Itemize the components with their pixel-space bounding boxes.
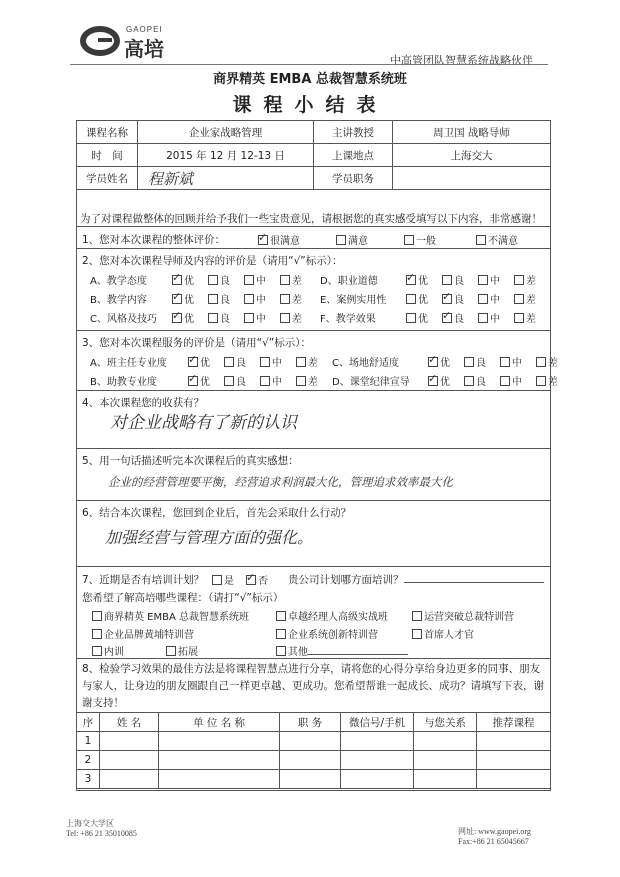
checkbox-icon bbox=[514, 294, 524, 304]
grade-label: 良 bbox=[454, 276, 464, 287]
referral-cell[interactable] bbox=[341, 732, 414, 751]
referral-cell[interactable] bbox=[341, 751, 414, 770]
course-option[interactable] bbox=[86, 608, 249, 623]
q2-grade-option[interactable] bbox=[238, 314, 266, 325]
divider bbox=[76, 658, 551, 659]
grade-label: 中 bbox=[256, 314, 266, 325]
q2-item-label: F、教学效果 bbox=[320, 314, 376, 325]
logo-icon bbox=[80, 26, 120, 56]
tagline: 中高管团队智慧系统战略伙伴 bbox=[390, 54, 533, 67]
checkbox-checked-icon bbox=[258, 235, 268, 245]
checkbox-icon bbox=[406, 294, 416, 304]
q3-label: 3、您对本次课程服务的评价是（请用“√”标示）： bbox=[82, 337, 311, 349]
referral-cell[interactable] bbox=[477, 751, 551, 770]
q4-answer[interactable]: 对企业战略有了新的认识 bbox=[110, 413, 297, 433]
checkbox-checked-icon bbox=[172, 275, 182, 285]
page-title: 课程小结表 bbox=[232, 94, 388, 116]
q3-item-label: A、班主任专业度 bbox=[90, 358, 167, 369]
q3-item-label: D、课堂纪律宣导 bbox=[332, 377, 410, 388]
referral-header-cell: 单 位 名 称 bbox=[159, 713, 280, 732]
row-number: 3 bbox=[77, 770, 100, 789]
q2-grade-option[interactable] bbox=[166, 276, 194, 287]
q2-grade-option[interactable] bbox=[436, 276, 464, 287]
checkbox-icon bbox=[280, 275, 290, 285]
course-option[interactable] bbox=[86, 643, 124, 658]
referral-cell[interactable] bbox=[414, 751, 477, 770]
course-label: 运营突破总裁特训营 bbox=[424, 612, 514, 623]
divider bbox=[76, 248, 551, 249]
other-field[interactable] bbox=[308, 654, 408, 655]
q2-row bbox=[320, 291, 544, 306]
course-label: 企业品牌黄埔特训营 bbox=[104, 630, 194, 641]
checkbox-icon bbox=[244, 275, 254, 285]
position-value[interactable] bbox=[393, 167, 551, 190]
grade-label: 优 bbox=[200, 358, 210, 369]
q2-grade-option[interactable] bbox=[400, 314, 428, 325]
time-label: 时 间 bbox=[77, 144, 138, 167]
checkbox-icon bbox=[536, 357, 546, 367]
grade-label: 良 bbox=[454, 314, 464, 325]
checkbox-icon bbox=[514, 275, 524, 285]
q2-grade-option[interactable] bbox=[202, 276, 230, 287]
q2-item-label: E、案例实用性 bbox=[320, 295, 387, 306]
divider bbox=[76, 226, 551, 227]
checkbox-icon bbox=[280, 294, 290, 304]
grade-label: 差 bbox=[292, 276, 302, 287]
q2-row bbox=[90, 310, 310, 325]
q2-item-label: D、职业道德 bbox=[320, 276, 378, 287]
q6-label: 6、结合本次课程，您回到企业后，首先会采取什么行动？ bbox=[82, 507, 352, 519]
place-value[interactable]: 上海交大 bbox=[393, 144, 551, 167]
grade-label: 差 bbox=[548, 358, 558, 369]
grade-label: 中 bbox=[512, 358, 522, 369]
q7-area-field[interactable] bbox=[404, 582, 544, 583]
referral-cell[interactable] bbox=[341, 770, 414, 789]
table-row bbox=[77, 770, 551, 789]
time-value[interactable]: 2015 年 12 月 12-13 日 bbox=[138, 144, 314, 167]
checkbox-icon bbox=[514, 313, 524, 323]
referral-table bbox=[76, 712, 551, 789]
q1-option-average[interactable]: 一般 bbox=[398, 232, 436, 247]
checkbox-icon bbox=[500, 357, 510, 367]
course-label: 商界精英 EMBA 总裁智慧系统班 bbox=[104, 612, 250, 623]
position-label: 学员职务 bbox=[314, 167, 393, 190]
logo-chinese: 高培 bbox=[124, 37, 164, 61]
checkbox-checked-icon bbox=[428, 376, 438, 386]
q2-grade-option[interactable] bbox=[472, 276, 500, 287]
grade-label: 差 bbox=[308, 358, 318, 369]
checkbox-icon bbox=[536, 376, 546, 386]
grade-label: 优 bbox=[418, 276, 428, 287]
referral-cell[interactable] bbox=[159, 751, 280, 770]
q2-row bbox=[90, 272, 310, 287]
grade-label: 差 bbox=[308, 377, 318, 388]
intro-text: 为了对课程做整体的回顾并给予我们一些宝贵意见，请根据您的真实感受填写以下内容，非常感谢！ bbox=[80, 213, 542, 225]
q3-grade-option[interactable] bbox=[182, 358, 210, 369]
q2-grade-option[interactable] bbox=[508, 314, 536, 325]
q2-grade-option[interactable] bbox=[274, 314, 302, 325]
grade-label: 中 bbox=[512, 377, 522, 388]
checkbox-icon bbox=[244, 313, 254, 323]
q3-row bbox=[90, 354, 326, 369]
grade-label: 优 bbox=[184, 276, 194, 287]
q3-grade-option[interactable] bbox=[182, 377, 210, 388]
q2-grade-option[interactable] bbox=[166, 314, 194, 325]
q7-courses-label: 您希望了解高培哪些课程：（请打“√”标示） bbox=[82, 592, 284, 604]
program-name: 商界精英 EMBA 总裁智慧系统班 bbox=[213, 72, 407, 87]
q3-grade-option[interactable] bbox=[530, 358, 558, 369]
q3-item-label: B、助教专业度 bbox=[90, 377, 157, 388]
footer-website: 网址: www.gaopei.org bbox=[458, 827, 531, 836]
q3-item-label: C、场地舒适度 bbox=[332, 358, 399, 369]
student-signature[interactable]: 程新斌 bbox=[138, 167, 314, 190]
checkbox-icon bbox=[260, 357, 270, 367]
footer-fax: Fax:+86 21 65045667 bbox=[458, 837, 529, 846]
referral-cell[interactable] bbox=[477, 770, 551, 789]
row-number: 1 bbox=[77, 732, 100, 751]
referral-cell[interactable] bbox=[100, 770, 159, 789]
checkbox-checked-icon bbox=[172, 313, 182, 323]
grade-label: 良 bbox=[454, 295, 464, 306]
referral-header-cell: 姓 名 bbox=[100, 713, 159, 732]
divider bbox=[76, 390, 551, 391]
course-option[interactable] bbox=[160, 643, 198, 658]
referral-header bbox=[77, 713, 551, 732]
checkbox-icon bbox=[442, 275, 452, 285]
checkbox-checked-icon bbox=[172, 294, 182, 304]
q2-grade-option[interactable] bbox=[274, 295, 302, 306]
checkbox-icon bbox=[296, 376, 306, 386]
checkbox-icon bbox=[276, 629, 286, 639]
q2-grade-option[interactable] bbox=[400, 276, 428, 287]
q5-label: 5、用一句话描述听完本次课程后的真实感想： bbox=[82, 455, 299, 467]
q2-label: 2、您对本次课程导师及内容的评价是（请用“√”标示）： bbox=[82, 255, 343, 267]
teacher-label: 主讲教授 bbox=[314, 121, 393, 144]
divider bbox=[76, 566, 551, 567]
checkbox-icon bbox=[166, 646, 176, 656]
grade-label: 差 bbox=[526, 276, 536, 287]
q6-answer[interactable]: 加强经营与管理方面的强化。 bbox=[105, 528, 314, 547]
q3-grade-option[interactable] bbox=[494, 377, 522, 388]
checkbox-icon bbox=[478, 294, 488, 304]
q4-label: 4、本次课程您的收获有？ bbox=[82, 397, 205, 409]
q3-grade-option[interactable] bbox=[218, 377, 246, 388]
footer-tel: Tel: +86 21 35010085 bbox=[66, 829, 137, 838]
grade-label: 优 bbox=[184, 295, 194, 306]
info-table bbox=[76, 120, 551, 190]
grade-label: 中 bbox=[256, 295, 266, 306]
q2-grade-option[interactable] bbox=[472, 314, 500, 325]
q5-answer[interactable]: 企业的经营管理要平衡，经营追求利润最大化，管理追求效率最大化 bbox=[108, 475, 453, 489]
q2-row bbox=[320, 272, 544, 287]
referral-header-cell: 推荐课程 bbox=[477, 713, 551, 732]
checkbox-icon bbox=[336, 235, 346, 245]
checkbox-icon bbox=[212, 575, 222, 585]
q2-grade-option[interactable] bbox=[400, 295, 428, 306]
checkbox-icon bbox=[92, 629, 102, 639]
checkbox-checked-icon bbox=[188, 357, 198, 367]
grade-label: 优 bbox=[440, 358, 450, 369]
grade-label: 良 bbox=[220, 295, 230, 306]
divider bbox=[76, 330, 551, 331]
checkbox-icon bbox=[92, 611, 102, 621]
checkbox-checked-icon bbox=[442, 313, 452, 323]
checkbox-checked-icon bbox=[442, 294, 452, 304]
q7-area-question: 贵公司计划哪方面培训？ bbox=[288, 572, 544, 587]
referral-cell[interactable] bbox=[414, 770, 477, 789]
student-label: 学员姓名 bbox=[77, 167, 138, 190]
logo-english: GAOPEI bbox=[126, 25, 163, 34]
referral-header-cell: 微信号/手机 bbox=[341, 713, 414, 732]
q1-option-unsatisfied[interactable]: 不满意 bbox=[470, 232, 518, 247]
q2-grade-option[interactable] bbox=[472, 295, 500, 306]
q3-grade-option[interactable] bbox=[422, 358, 450, 369]
checkbox-icon bbox=[500, 376, 510, 386]
grade-label: 优 bbox=[418, 295, 428, 306]
checkbox-icon bbox=[280, 313, 290, 323]
grade-label: 差 bbox=[292, 295, 302, 306]
referral-cell[interactable] bbox=[159, 770, 280, 789]
q3-row bbox=[332, 373, 566, 388]
grade-label: 优 bbox=[200, 377, 210, 388]
course-option[interactable] bbox=[406, 608, 514, 623]
q2-grade-option[interactable] bbox=[202, 314, 230, 325]
referral-cell[interactable] bbox=[414, 732, 477, 751]
grade-label: 良 bbox=[476, 377, 486, 388]
q7-label: 7、近期是否有培训计划？ bbox=[82, 574, 205, 586]
checkbox-icon bbox=[412, 611, 422, 621]
grade-label: 优 bbox=[184, 314, 194, 325]
q2-item-label: B、教学内容 bbox=[90, 295, 147, 306]
referral-cell[interactable] bbox=[477, 732, 551, 751]
checkbox-icon bbox=[404, 235, 414, 245]
referral-cell[interactable] bbox=[280, 770, 341, 789]
grade-label: 差 bbox=[526, 314, 536, 325]
q3-grade-option[interactable] bbox=[530, 377, 558, 388]
grade-label: 中 bbox=[490, 314, 500, 325]
grade-label: 中 bbox=[272, 358, 282, 369]
grade-label: 中 bbox=[490, 276, 500, 287]
referral-header-cell: 与您关系 bbox=[414, 713, 477, 732]
checkbox-icon bbox=[464, 357, 474, 367]
grade-label: 优 bbox=[440, 377, 450, 388]
q2-grade-option[interactable] bbox=[166, 295, 194, 306]
course-label: 内训 bbox=[104, 647, 124, 658]
course-value[interactable]: 企业家战略管理 bbox=[138, 121, 314, 144]
checkbox-checked-icon bbox=[406, 275, 416, 285]
checkbox-checked-icon bbox=[188, 376, 198, 386]
checkbox-icon bbox=[260, 376, 270, 386]
footer-address: 上海交大学区 bbox=[66, 819, 114, 828]
grade-label: 良 bbox=[220, 314, 230, 325]
q2-grade-option[interactable] bbox=[274, 276, 302, 287]
q2-row bbox=[90, 291, 310, 306]
place-label: 上课地点 bbox=[314, 144, 393, 167]
q3-grade-option[interactable] bbox=[218, 358, 246, 369]
teacher-value[interactable]: 周卫国 战略导师 bbox=[393, 121, 551, 144]
course-option[interactable] bbox=[270, 626, 378, 641]
checkbox-icon bbox=[478, 313, 488, 323]
checkbox-icon bbox=[208, 294, 218, 304]
course-label: 卓越经理人高级实战班 bbox=[288, 612, 388, 623]
referral-cell[interactable] bbox=[159, 732, 280, 751]
checkbox-icon bbox=[412, 629, 422, 639]
checkbox-icon bbox=[276, 646, 286, 656]
checkbox-icon bbox=[224, 357, 234, 367]
course-label: 其他 bbox=[288, 647, 308, 658]
q2-grade-option[interactable] bbox=[202, 295, 230, 306]
header-divider bbox=[70, 64, 548, 65]
checkbox-icon bbox=[276, 611, 286, 621]
q3-grade-option[interactable] bbox=[254, 358, 282, 369]
checkbox-icon bbox=[208, 275, 218, 285]
checkbox-checked-icon bbox=[246, 575, 256, 585]
referral-cell[interactable] bbox=[100, 732, 159, 751]
q3-row bbox=[90, 373, 326, 388]
checkbox-icon bbox=[464, 376, 474, 386]
q3-row bbox=[332, 354, 566, 369]
grade-label: 差 bbox=[526, 295, 536, 306]
q2-grade-option[interactable] bbox=[436, 295, 464, 306]
checkbox-icon bbox=[208, 313, 218, 323]
grade-label: 中 bbox=[490, 295, 500, 306]
referral-cell[interactable] bbox=[280, 751, 341, 770]
grade-label: 良 bbox=[476, 358, 486, 369]
checkbox-icon bbox=[478, 275, 488, 285]
q2-grade-option[interactable] bbox=[238, 295, 266, 306]
grade-label: 中 bbox=[272, 377, 282, 388]
checkbox-icon bbox=[296, 357, 306, 367]
q2-grade-option[interactable] bbox=[436, 314, 464, 325]
grade-label: 良 bbox=[236, 358, 246, 369]
q3-grade-option[interactable] bbox=[458, 377, 486, 388]
q3-grade-option[interactable] bbox=[290, 358, 318, 369]
q2-grade-option[interactable] bbox=[238, 276, 266, 287]
course-label: 课程名称 bbox=[77, 121, 138, 144]
course-label: 拓展 bbox=[178, 647, 198, 658]
referral-cell[interactable] bbox=[280, 732, 341, 751]
grade-label: 差 bbox=[548, 377, 558, 388]
q8-label: 8、检验学习效果的最佳方法是将课程智慧点进行分享，请将您的心得分享给身边更多的同事、朋友与家人，让身边的朋友圈跟自己一样更卓越、更成功。您希望帮谁一起成长、成功？请填写下表，谢谢支持！ bbox=[82, 663, 544, 709]
checkbox-icon bbox=[92, 646, 102, 656]
q3-grade-option[interactable] bbox=[494, 358, 522, 369]
q2-row bbox=[320, 310, 544, 325]
q2-item-label: C、风格及技巧 bbox=[90, 314, 157, 325]
checkbox-icon bbox=[224, 376, 234, 386]
course-option[interactable] bbox=[270, 643, 408, 658]
referral-cell[interactable] bbox=[100, 751, 159, 770]
q2-grade-option[interactable] bbox=[508, 295, 536, 306]
row-number: 2 bbox=[77, 751, 100, 770]
q3-grade-option[interactable] bbox=[458, 358, 486, 369]
q3-grade-option[interactable] bbox=[254, 377, 282, 388]
q7-no[interactable]: ✓ 否 bbox=[240, 572, 268, 587]
course-option[interactable] bbox=[86, 626, 194, 641]
course-label: 企业系统创新特训营 bbox=[288, 630, 378, 641]
q3-grade-option[interactable] bbox=[290, 377, 318, 388]
course-label: 首席人才官 bbox=[424, 630, 474, 641]
checkbox-icon bbox=[476, 235, 486, 245]
grade-label: 良 bbox=[236, 377, 246, 388]
checkbox-checked-icon bbox=[428, 357, 438, 367]
grade-label: 差 bbox=[292, 314, 302, 325]
q1-option-very-satisfied[interactable]: ✓ 很满意 bbox=[252, 232, 300, 247]
divider bbox=[76, 448, 551, 449]
referral-header-cell: 序 bbox=[77, 713, 100, 732]
table-row bbox=[77, 751, 551, 770]
referral-header-cell: 职 务 bbox=[280, 713, 341, 732]
grade-label: 中 bbox=[256, 276, 266, 287]
checkbox-icon bbox=[406, 313, 416, 323]
course-option[interactable] bbox=[406, 626, 474, 641]
q7-yes[interactable]: 是 bbox=[206, 572, 234, 587]
q1-option-satisfied[interactable]: 满意 bbox=[330, 232, 368, 247]
q2-item-label: A、教学态度 bbox=[90, 276, 147, 287]
grade-label: 优 bbox=[418, 314, 428, 325]
q1-label: 1、您对本次课程的整体评价： bbox=[82, 234, 226, 246]
divider bbox=[76, 500, 551, 501]
course-option[interactable] bbox=[270, 608, 388, 623]
table-row bbox=[77, 732, 551, 751]
checkbox-icon bbox=[244, 294, 254, 304]
q2-grade-option[interactable] bbox=[508, 276, 536, 287]
grade-label: 良 bbox=[220, 276, 230, 287]
q3-grade-option[interactable] bbox=[422, 377, 450, 388]
